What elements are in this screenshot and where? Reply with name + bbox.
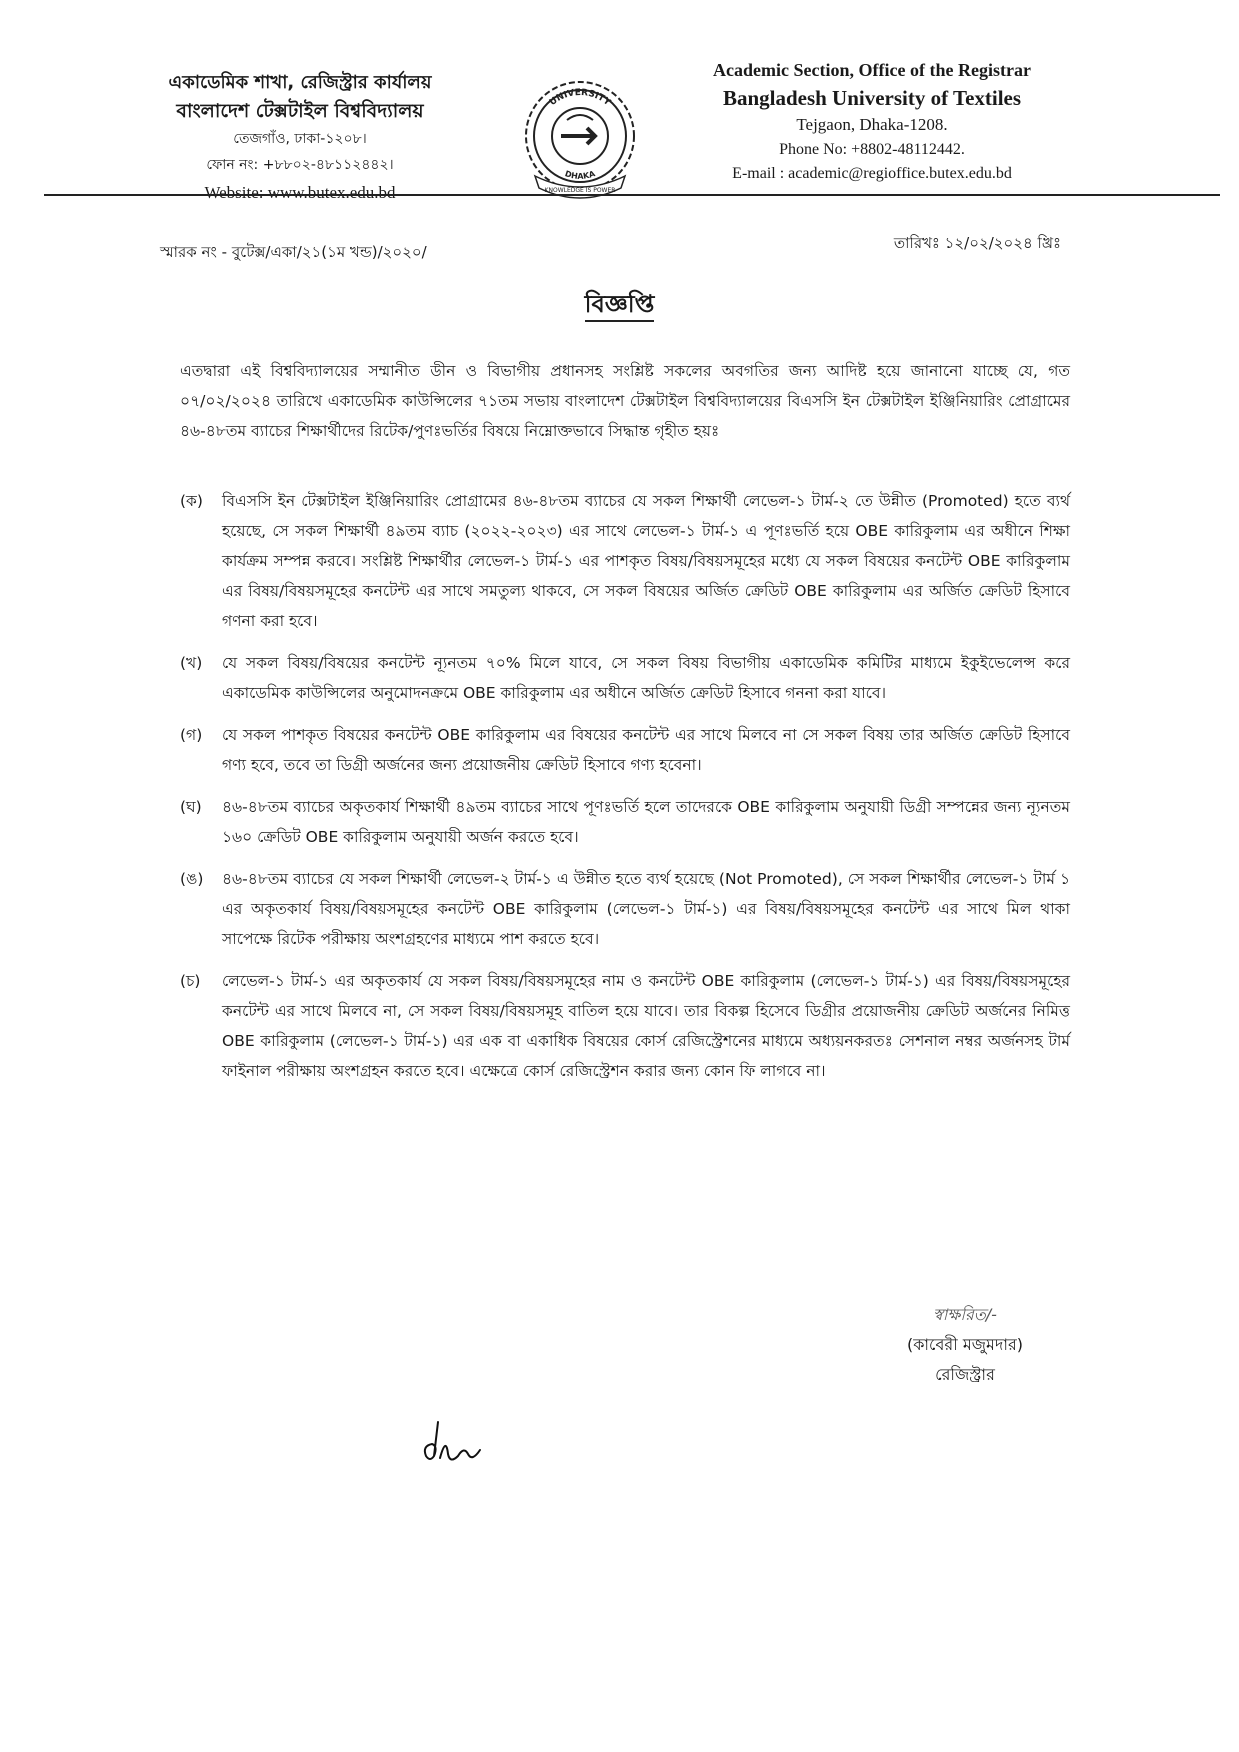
signatory-designation: রেজিস্ট্রার [935, 1365, 995, 1384]
item-text: লেভেল-১ টার্ম-১ এর অকৃতকার্য যে সকল বিষয়/বিষয়সমূহের নাম ও কনটেন্ট OBE কারিকুলাম (লেভেল-১ টার্ম-১) এর বিষয়/বিষয়সমূহের কনটেন্ট এর সাথে মিলবে না, সে সকল বিষয়/বিষয়সমূহ বাতিল হয়ে যাবে। তার বিকল্প হিসেবে ডিগ্রীর প্রয়োজনীয় ক্রেডিট অর্জনের নিমিত্ত OBE কারিকুলাম (লেভেল-১ টার্ম-১) এর এক বা একাধিক বিষয়ের কোর্স রেজিস্ট্রেশনের মাধ্যমে অধ্যয়নকরতঃ সেশনাল নম্বর অর্জনসহ টার্ম ফাইনাল পরীক্ষায় অংশগ্রহন করতে হবে। এক্ষেত্রে কোর্স রেজিস্ট্রেশন করার জন্য কোন ফি লাগবে না। [222, 972, 1070, 1080]
item-marker: (ঙ) [180, 870, 204, 888]
seal-text-mid: DHAKA [563, 169, 597, 181]
item-text: যে সকল বিষয়/বিষয়ের কনটেন্ট ন্যূনতম ৭০% মিলে যাবে, সে সকল বিষয় বিভাগীয় একাডেমিক কমিটির মাধ্যমে ইকুইভেলেন্স করে একাডেমিক কাউন্সিলের অনুমোদনক্রমে OBE কারিকুলাম এর অধীনে অর্জিত ক্রেডিট হিসাবে গননা করা যাবে। [222, 654, 1070, 702]
handwritten-initial-icon [418, 1416, 488, 1476]
svg-text:UNIVERSITY [548, 88, 613, 108]
notice-title-wrap [0, 286, 1239, 326]
header-bangla [150, 70, 450, 208]
notice-date: তারিখঃ ১২/০২/২০২৪ খ্রিঃ [893, 234, 1061, 252]
address-en: Tejgaon, Dhaka-1208. [796, 115, 948, 134]
address-bn: তেজগাঁও, ঢাকা-১২০৮। [233, 131, 367, 147]
item-text: ৪৬-৪৮তম ব্যাচের যে সকল শিক্ষার্থী লেভেল-২ টার্ম-১ এ উন্নীত হতে ব্যর্থ হয়েছে (Not Promoted), সে সকল শিক্ষার্থীর লেভেল-১ টার্ম ১ এর অকৃতকার্য বিষয়/বিষয়সমূহের কনটেন্ট OBE কারিকুলাম (লেভেল-১ টার্ম-১) এর বিষয়/বিষয়সমূহের কনটেন্ট এর সাথে মিল থাকা সাপেক্ষে রিটেক পরীক্ষায় অংশগ্রহণের মাধ্যমে পাশ করতে হবে। [222, 870, 1070, 948]
phone-bn: ফোন নং: +৮৮০২-৪৮১১২৪৪২। [206, 157, 394, 173]
university-name-en: Bangladesh University of Textiles [722, 86, 1022, 110]
item-marker: (ঘ) [180, 798, 202, 816]
notice-title: বিজ্ঞপ্তি [585, 290, 655, 322]
seal-text-top: UNIVERSITY [547, 87, 613, 109]
item-marker: (চ) [180, 972, 201, 990]
list-item [180, 864, 1070, 954]
website-link[interactable]: Website: www.butex.edu.bd [204, 183, 396, 202]
item-text: যে সকল পাশকৃত বিষয়ের কনটেন্ট OBE কারিকুলাম এর বিষয়ের কনটেন্ট এর সাথে মিলবে না সে সকল বিষয় তার অর্জিত ক্রেডিট হিসাবে গণ্য হবে, তবে তা ডিগ্রী অর্জনের জন্য প্রয়োজনীয় ক্রেডিট হিসাবে গণ্য হবেনা। [222, 726, 1070, 774]
list-item [180, 648, 1070, 708]
office-name-bn: একাডেমিক শাখা, রেজিস্ট্রার কার্যালয় [168, 72, 432, 93]
header-english [672, 56, 1072, 186]
decision-list [180, 486, 1070, 1098]
email-link[interactable]: E-mail : academic@regioffice.butex.edu.bd [732, 165, 1012, 182]
list-item [180, 966, 1070, 1086]
item-text: বিএসসি ইন টেক্সটাইল ইঞ্জিনিয়ারিং প্রোগ্রামের ৪৬-৪৮তম ব্যাচের যে সকল শিক্ষার্থী লেভেল-১ টার্ম-২ তে উন্নীত (Promoted) হতে ব্যর্থ হয়েছে, সে সকল শিক্ষার্থী ৪৯তম ব্যাচ (২০২২-২০২৩) এর সাথে লেভেল-১ টার্ম-১ এ পূণঃভর্তি হয়ে OBE কারিকুলাম এর অধীনে শিক্ষা কার্যক্রম সম্পন্ন করবে। সংশ্লিষ্ট শিক্ষার্থীর লেভেল-১ টার্ম-১ এর পাশকৃত বিষয়/বিষয়সমূহের মধ্যে যে সকল বিষয়ের কনটেন্ট OBE কারিকুলাম এর বিষয়/বিষয়সমূহের কনটেন্ট এর সাথে সমতুল্য থাকবে, সে সকল বিষয়ের অর্জিত ক্রেডিট OBE কারিকুলাম এর অর্জিত ক্রেডিট হিসাবে গণনা করা হবে। [222, 492, 1070, 630]
memo-number: স্মারক নং - বুটেক্স/একা/২১(১ম খন্ড)/২০২০/ [160, 243, 427, 261]
signatory-name: (কাবেরী মজুমদার) [906, 1335, 1024, 1354]
item-marker: (ক) [180, 492, 203, 510]
item-marker: (খ) [180, 654, 203, 672]
list-item [180, 486, 1070, 636]
phone-en: Phone No: +8802-48112442. [779, 141, 965, 158]
item-marker: (গ) [180, 726, 203, 744]
university-name-bn: বাংলাদেশ টেক্সটাইল বিশ্ববিদ্যালয় [176, 100, 424, 122]
seal-motto: KNOWLEDGE IS POWER [544, 187, 616, 194]
item-text: ৪৬-৪৮তম ব্যাচের অকৃতকার্য শিক্ষার্থী ৪৯তম ব্যাচের সাথে পূণঃভর্তি হলে তাদেরকে OBE কারিকুলাম অনুযায়ী ডিগ্রী সম্পন্নের জন্য ন্যূনতম ১৬০ ক্রেডিট OBE কারিকুলাম অনুযায়ী অর্জন করতে হবে। [222, 798, 1070, 846]
signed-mark: স্বাক্ষরিত/- [933, 1305, 997, 1324]
office-name-en: Academic Section, Office of the Registrar [713, 60, 1031, 80]
list-item [180, 720, 1070, 780]
list-item [180, 792, 1070, 852]
university-seal-icon [517, 70, 643, 210]
header-divider [44, 194, 1220, 196]
svg-text:DHAKA [564, 169, 597, 181]
signature-block [880, 1300, 1050, 1390]
intro-paragraph: এতদ্বারা এই বিশ্ববিদ্যালয়ের সম্মানীত ডীন ও বিভাগীয় প্রধানসহ সংশ্লিষ্ট সকলের অবগতির জন্য আদিষ্ট হয়ে জানানো যাচ্ছে যে, গত ০৭/০২/২০২৪ তারিখে একাডেমিক কাউন্সিলের ৭১তম সভায় বাংলাদেশ টেক্সটাইল বিশ্ববিদ্যালয়ের বিএসসি ইন টেক্সটাইল ইঞ্জিনিয়ারিং প্রোগ্রামের ৪৬-৪৮তম ব্যাচের শিক্ষার্থীদের রিটেক/পুণঃভর্তির বিষয়ে নিম্নোক্তভাবে সিদ্ধান্ত গৃহীত হয়ঃ [180, 362, 1070, 440]
